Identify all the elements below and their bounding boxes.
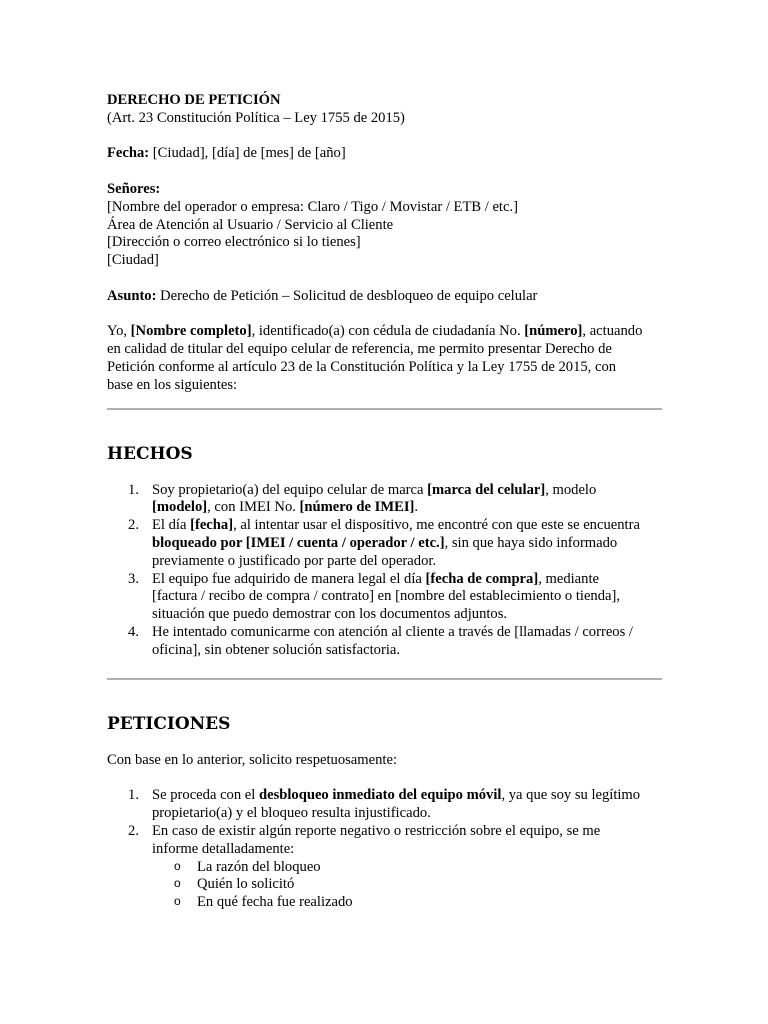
subject-line — [107, 288, 662, 306]
list-number: 1. — [128, 481, 139, 498]
list-text: El equipo fue adquirido de manera legal el día — [152, 570, 426, 587]
intro-line: base en los siguientes: — [107, 376, 238, 393]
list-line: oficina], sin obtener solución satisfactoria. — [152, 641, 401, 658]
list-text: , con IMEI No. — [207, 499, 300, 516]
peticiones-heading: PETICIONES — [107, 713, 231, 734]
sub-list-item — [107, 876, 662, 894]
section-divider — [107, 678, 662, 680]
recipient-line: [Ciudad] — [107, 252, 159, 269]
list-placeholder: [número de IMEI] — [299, 499, 415, 516]
bullet-icon: o — [174, 858, 181, 873]
list-line — [152, 535, 662, 553]
peticiones-list — [107, 787, 662, 858]
list-text: , ya que soy su legítimo — [501, 787, 641, 804]
bullet-icon: o — [174, 876, 181, 891]
list-text: Se proceda con el — [152, 787, 259, 804]
peticiones-intro: Con base en lo anterior, solicito respetuosamente: — [107, 751, 397, 768]
list-number: 2. — [128, 517, 139, 534]
intro-line: en calidad de titular del equipo celular de referencia, me permito presentar Derecho de — [107, 341, 612, 358]
list-emphasis: desbloqueo inmediato del equipo móvil — [258, 787, 502, 804]
list-item — [107, 823, 662, 859]
list-line — [152, 517, 662, 535]
list-text: , sin que haya sido informado — [444, 534, 618, 551]
list-line — [152, 787, 662, 805]
sub-list-text: Quién lo solicitó — [197, 876, 295, 893]
list-item — [107, 787, 662, 823]
document-title: DERECHO DE PETICIÓN — [107, 92, 281, 108]
intro-text: , actuando — [582, 323, 643, 340]
intro-id-placeholder: [número] — [524, 323, 583, 340]
list-item — [107, 517, 662, 570]
list-placeholder: [modelo] — [152, 499, 208, 516]
document-subtitle: (Art. 23 Constitución Política – Ley 1755 de 2015) — [107, 109, 405, 126]
intro-name-placeholder: [Nombre completo] — [130, 323, 252, 340]
subject-value: Derecho de Petición – Solicitud de desbloqueo de equipo celular — [156, 287, 538, 304]
subject-label: Asunto: — [107, 287, 157, 304]
list-item — [107, 482, 662, 518]
sub-list-item — [107, 859, 662, 877]
recipients-block — [107, 181, 662, 270]
sub-list-item — [107, 894, 662, 912]
list-text: Soy propietario(a) del equipo celular de marca — [152, 481, 428, 498]
intro-line — [107, 323, 662, 341]
list-text: . — [414, 499, 419, 516]
list-placeholder: [fecha] — [190, 517, 234, 534]
hechos-heading: HECHOS — [107, 443, 193, 464]
list-text: , modelo — [545, 481, 597, 498]
sub-list-text: En qué fecha fue realizado — [197, 894, 353, 911]
date-value: [Ciudad], [día] de [mes] de [año] — [149, 145, 346, 162]
list-number: 1. — [128, 787, 139, 804]
list-text: , al intentar usar el dispositivo, me encontré con que este se encuentra — [233, 517, 640, 534]
bullet-icon: o — [174, 894, 181, 909]
recipient-line: [Nombre del operador o empresa: Claro / Tigo / Movistar / ETB / etc.] — [107, 198, 518, 215]
list-item — [107, 624, 662, 660]
list-placeholder: [marca del celular] — [427, 481, 546, 498]
hechos-list — [107, 482, 662, 660]
document-page — [107, 92, 662, 912]
list-line: situación que puedo demostrar con los documentos adjuntos. — [152, 606, 508, 623]
recipient-line: [Dirección o correo electrónico si lo tienes] — [107, 234, 361, 251]
list-line: He intentado comunicarme con atención al cliente a través de [llamadas / correos / — [152, 623, 633, 640]
list-line — [152, 499, 662, 517]
list-item — [107, 571, 662, 624]
list-placeholder: bloqueado por [IMEI / cuenta / operador / etc.] — [152, 534, 445, 551]
section-divider — [107, 408, 662, 410]
list-line: En caso de existir algún reporte negativo o restricción sobre el equipo, se me — [152, 822, 601, 839]
list-number: 2. — [128, 822, 139, 839]
list-line: previamente o justificado por parte del operador. — [152, 552, 437, 569]
sub-list-text: La razón del bloqueo — [197, 858, 321, 875]
list-line — [152, 571, 662, 589]
list-line: informe detalladamente: — [152, 840, 295, 857]
intro-paragraph — [107, 323, 662, 394]
date-label: Fecha: — [107, 145, 150, 162]
list-line — [152, 482, 662, 500]
list-line: propietario(a) y el bloqueo resulta injustificado. — [152, 805, 431, 822]
intro-text: Yo, — [107, 323, 131, 340]
list-placeholder: [fecha de compra] — [425, 570, 539, 587]
date-line — [107, 145, 662, 163]
intro-text: , identificado(a) con cédula de ciudadanía No. — [251, 323, 525, 340]
list-line: [factura / recibo de compra / contrato] en [nombre del establecimiento o tienda], — [152, 588, 621, 605]
list-text: , mediante — [538, 570, 599, 587]
list-text: El día — [152, 517, 191, 534]
document-header — [107, 92, 662, 128]
list-number: 3. — [128, 570, 139, 587]
recipients-label: Señores: — [107, 180, 161, 197]
peticiones-sublist — [107, 859, 662, 912]
recipient-line: Área de Atención al Usuario / Servicio al Cliente — [107, 216, 394, 233]
intro-line: Petición conforme al artículo 23 de la Constitución Política y la Ley 1755 de 2015, con — [107, 358, 617, 375]
list-number: 4. — [128, 623, 139, 640]
